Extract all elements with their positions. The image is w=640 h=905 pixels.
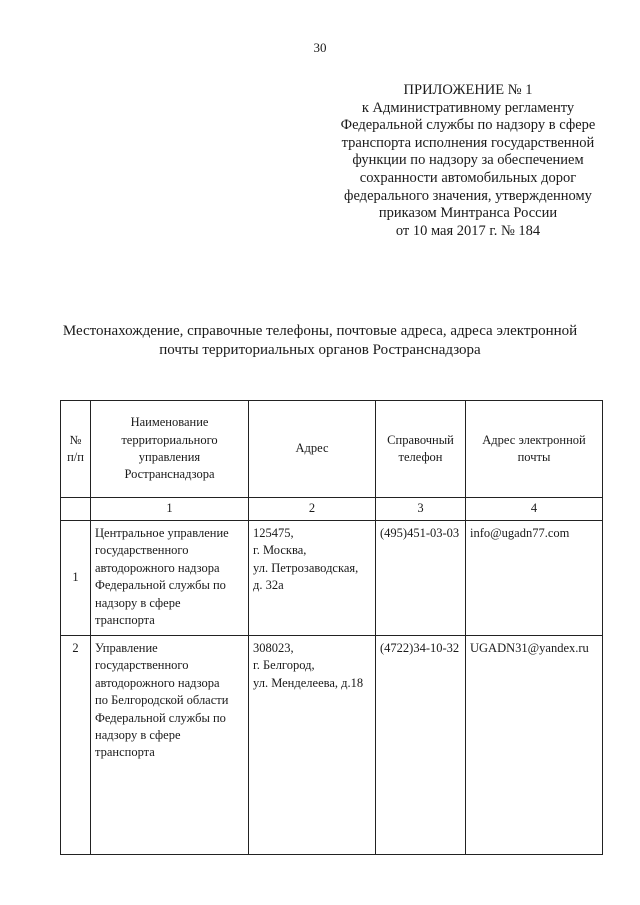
office-address: 125475, г. Москва, ул. Петрозаводская, д. 32а: [249, 521, 376, 636]
header-name: Наименование территориального управления Ространснадзора: [91, 401, 249, 498]
header-num: № п/п: [61, 401, 91, 498]
office-email: info@ugadn77.com: [466, 521, 603, 636]
table-header-row: [61, 401, 603, 498]
header-email: Адрес электронной почты: [466, 401, 603, 498]
column-number: 1: [91, 498, 249, 521]
column-number-row: [61, 498, 603, 521]
office-phone: (4722)34-10-32: [376, 636, 466, 855]
appendix-line: к Административному регламенту: [361, 99, 575, 116]
appendix-line: сохранности автомобильных дорог: [359, 169, 577, 186]
column-number: 4: [466, 498, 603, 521]
row-number: 1: [61, 521, 91, 636]
appendix-line: федерального значения, утвержденному: [344, 187, 592, 204]
header-address: Адрес: [249, 401, 376, 498]
column-number: 3: [376, 498, 466, 521]
appendix-line: ПРИЛОЖЕНИЕ № 1: [403, 82, 533, 98]
table-row: [61, 636, 603, 855]
office-email: UGADN31@yandex.ru: [466, 636, 603, 855]
appendix-line: функции по надзору за обеспечением: [352, 152, 584, 169]
office-address: 308023, г. Белгород, ул. Менделеева, д.18: [249, 636, 376, 855]
offices-table: [60, 400, 603, 855]
office-name: Центральное управление государственного автодорожного надзора Федеральной службы по надзору в сфере транспорта: [91, 521, 249, 636]
appendix-line: от 10 мая 2017 г. № 184: [395, 222, 541, 239]
header-phone: Справочный телефон: [376, 401, 466, 498]
title-line: почты территориальных органов Ространснадзора: [159, 342, 481, 358]
row-number: 2: [61, 636, 91, 855]
appendix-header: [318, 82, 618, 240]
page-number: 30: [313, 40, 327, 55]
document-title: [30, 322, 610, 360]
table-row: [61, 521, 603, 636]
office-name: Управление государственного автодорожного надзора по Белгородской области Федеральной службы по надзору в сфере транспорта: [91, 636, 249, 855]
appendix-line: Федеральной службы по надзору в сфере: [340, 117, 596, 134]
appendix-line: транспорта исполнения государственной: [341, 134, 595, 151]
appendix-line: приказом Минтранса России: [378, 205, 558, 222]
office-phone: (495)451-03-03: [376, 521, 466, 636]
title-line: Местонахождение, справочные телефоны, почтовые адреса, адреса электронной: [62, 323, 578, 339]
column-number: 2: [249, 498, 376, 521]
column-number-empty: [61, 498, 91, 521]
